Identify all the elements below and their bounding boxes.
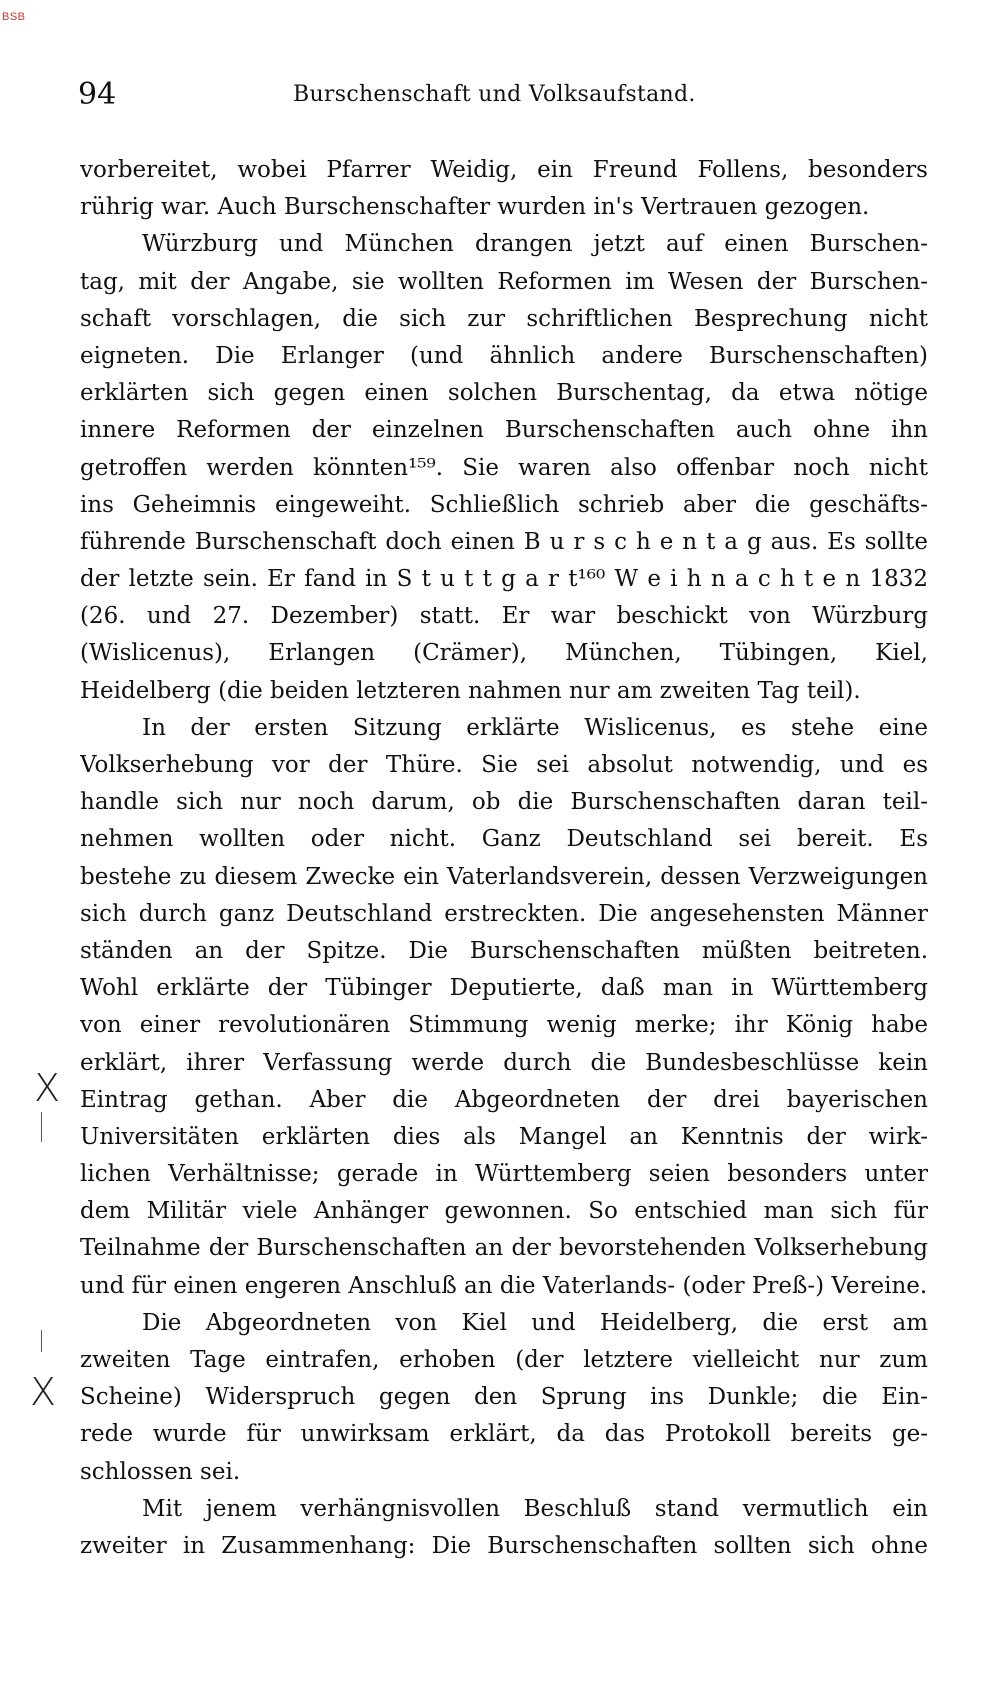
text-line: Die Abgeordneten von Kiel und Heidelberg, die erst am — [142, 1309, 928, 1336]
page-number: 94 — [78, 77, 117, 112]
text-line: getroffen werden könnten¹⁵⁹. Sie waren also offenbar noch nicht — [80, 454, 928, 481]
text-line: und für einen engeren Anschluß an die Vaterlands- (oder Preß-) Vereine. — [80, 1272, 928, 1299]
text-line: zweiter in Zusammenhang: Die Burschenschaften sollten sich ohne — [80, 1532, 928, 1559]
text-line: führende Burschenschaft doch einen B u r s c h e n t a g aus. Es sollte — [80, 528, 928, 555]
text-line: schaft vorschlagen, die sich zur schriftlichen Besprechung nicht — [80, 305, 928, 332]
text-line: handle sich nur noch darum, ob die Burschenschaften daran teil- — [80, 789, 928, 816]
text-line: lichen Verhältnisse; gerade in Württemberg seien besonders unter — [80, 1161, 928, 1188]
handwritten-margin-mark: X — [34, 1066, 61, 1110]
text-line: innere Reformen der einzelnen Burschenschaften auch ohne ihn — [80, 417, 928, 444]
text-line: In der ersten Sitzung erklärte Wislicenus, es stehe eine — [142, 714, 928, 741]
text-line: Teilnahme der Burschenschaften an der bevorstehenden Volkserhebung — [80, 1235, 928, 1262]
text-line: zweiten Tage eintrafen, erhoben (der letztere vielleicht nur zum — [80, 1347, 928, 1373]
text-line: rührig war. Auch Burschenschafter wurden in's Vertrauen gezogen. — [80, 194, 870, 221]
handwritten-margin-mark: X — [30, 1370, 57, 1414]
text-line: Scheine) Widerspruch gegen den Sprung ins Dunkle; die Ein- — [80, 1384, 928, 1411]
text-line: bestehe zu diesem Zwecke ein Vaterlandsverein, dessen Verzweigungen — [80, 863, 928, 890]
library-watermark: BSB — [2, 11, 26, 23]
text-line: der letzte sein. Er fand in S t u t t g a r t¹⁶⁰ W e i h n a c h t e n 1832 — [80, 566, 928, 593]
text-line: tag, mit der Angabe, sie wollten Reformen im Wesen der Burschen- — [80, 268, 928, 295]
text-line: dem Militär viele Anhänger gewonnen. So entschied man sich für — [80, 1198, 928, 1225]
page-header — [78, 78, 930, 112]
text-line: sich durch ganz Deutschland erstreckten. Die angesehensten Männer — [80, 900, 928, 927]
text-line: Würzburg und München drangen jetzt auf einen Burschen- — [142, 231, 928, 258]
text-line: erklärten sich gegen einen solchen Burschentag, da etwa nötige — [80, 380, 928, 407]
running-title: Burschenschaft und Volksaufstand. — [293, 82, 696, 107]
text-line: (26. und 27. Dezember) statt. Er war beschickt von Würzburg — [80, 603, 928, 630]
text-line: ins Geheimnis eingeweiht. Schließlich schrieb aber die geschäfts- — [80, 491, 928, 518]
text-line: Heidelberg (die beiden letzteren nahmen nur am zweiten Tag teil). — [80, 677, 861, 704]
text-line: rede wurde für unwirksam erklärt, da das Protokoll bereits ge- — [80, 1421, 928, 1448]
text-line: eigneten. Die Erlanger (und ähnlich andere Burschenschaften) — [80, 342, 928, 369]
text-line: (Wislicenus), Erlangen (Crämer), München, Tübingen, Kiel, — [80, 640, 928, 667]
text-line: Eintrag gethan. Aber die Abgeordneten der drei bayerischen — [80, 1086, 928, 1113]
text-line: schlossen sei. — [80, 1458, 241, 1485]
text-line: erklärt, ihrer Verfassung werde durch die Bundesbeschlüsse kein — [80, 1049, 928, 1076]
text-line: nehmen wollten oder nicht. Ganz Deutschland sei bereit. Es — [80, 826, 928, 853]
text-line: Volkserhebung vor der Thüre. Sie sei absolut notwendig, und es — [80, 752, 928, 778]
body-text — [80, 152, 928, 1565]
margin-pencil-line — [41, 1112, 42, 1142]
text-line: Universitäten erklärten dies als Mangel an Kenntnis der wirk- — [80, 1123, 928, 1150]
text-line: vorbereitet, wobei Pfarrer Weidig, ein Freund Follens, besonders — [80, 157, 928, 183]
text-line: Wohl erklärte der Tübinger Deputierte, daß man in Württemberg — [80, 975, 928, 1002]
text-line: Mit jenem verhängnisvollen Beschluß stand vermutlich ein — [142, 1495, 928, 1522]
margin-pencil-line — [41, 1330, 42, 1352]
text-line: von einer revolutionären Stimmung wenig merke; ihr König habe — [80, 1012, 928, 1039]
text-line: ständen an der Spitze. Die Burschenschaften müßten beitreten. — [80, 937, 928, 964]
